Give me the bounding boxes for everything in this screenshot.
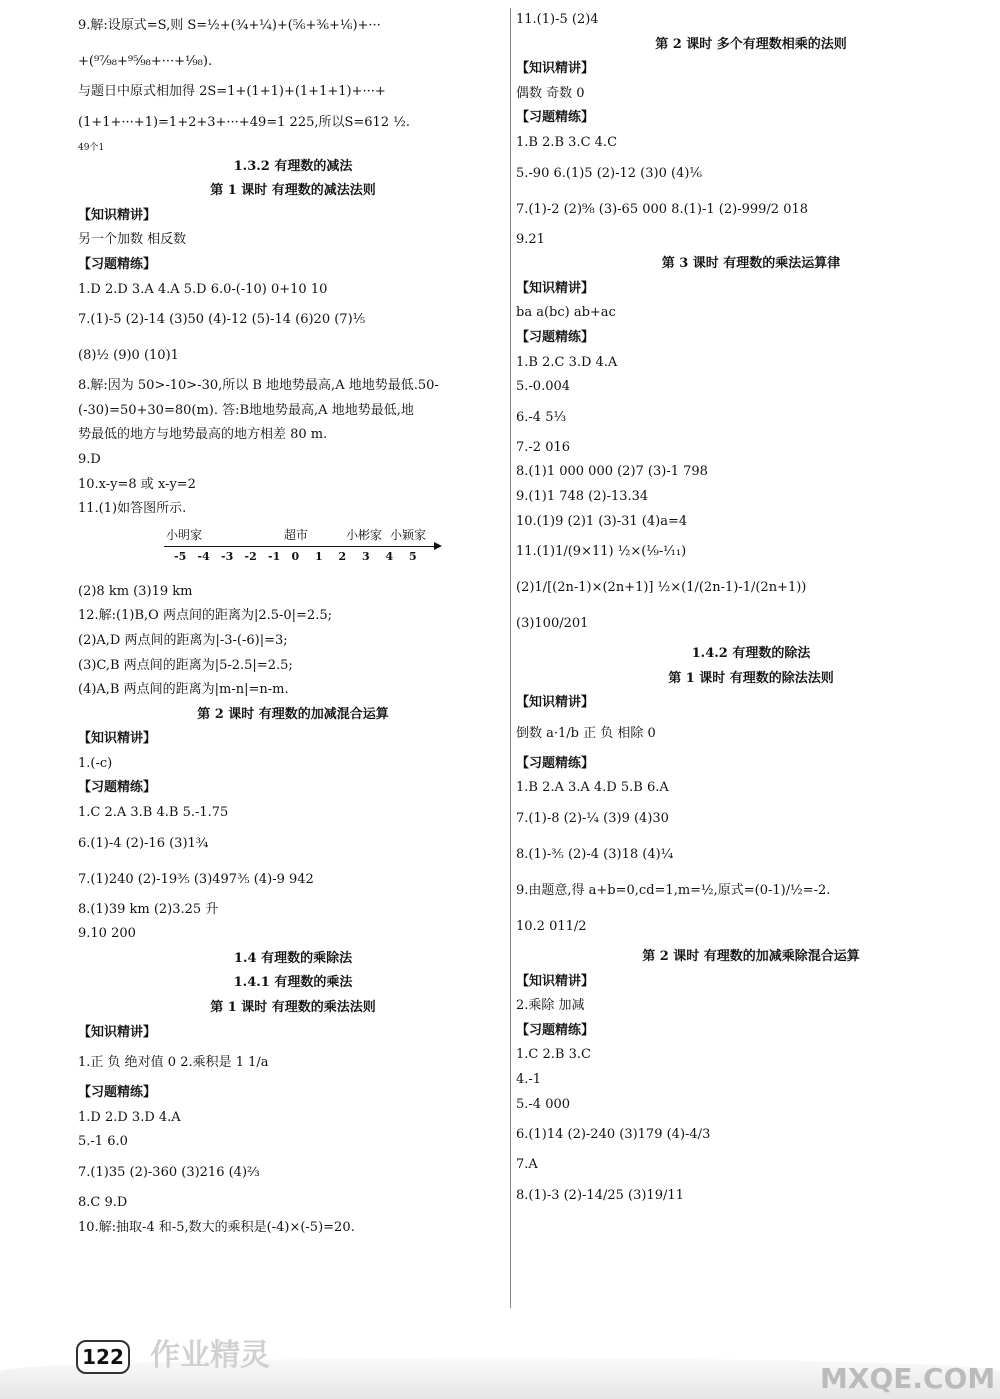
answer-line: 1.(-c) (78, 755, 113, 771)
subsection-label: 【习题精练】 (516, 110, 595, 126)
number-line-tick: 0 (291, 549, 300, 563)
page-number: 122 (76, 1340, 130, 1374)
answer-line: 49个1 (78, 142, 105, 153)
section-heading: 第 2 课时 有理数的加减乘除混合运算 (642, 949, 860, 965)
subsection-label: 【习题精练】 (516, 755, 595, 771)
answer-line: 9.D (78, 451, 101, 467)
answer-line: 9.由题意,得 a+b=0,cd=1,m=½,原式=(0-1)/½=-2. (516, 883, 831, 899)
answer-line: 与题日中原式相加得 2S=1+(1+1)+(1+1+1)+···+ (78, 84, 386, 99)
answer-line: 1.C 2.B 3.C (516, 1047, 591, 1063)
answer-line: 8.(1)39 km (2)3.25 升 (78, 901, 219, 917)
subsection-label: 【知识精讲】 (78, 207, 157, 223)
subsection-label: 【知识精讲】 (516, 973, 595, 989)
answer-line: 1.B 2.B 3.C 4.C (516, 134, 618, 150)
answer-line: (8)½ (9)0 (10)1 (78, 348, 179, 364)
answer-line: 8.(1)-⅗ (2)-4 (3)18 (4)¼ (516, 847, 674, 863)
answer-line: 9.解:设原式=S,则 S=½+(¾+¼)+(⁵⁄₆+³⁄₆+¹⁄₆)+··· (78, 18, 381, 33)
answer-line: (-30)=50+30=80(m). 答:B地地势最高,A 地地势最低,地 (78, 402, 414, 418)
section-heading: 第 3 课时 有理数的乘法运算律 (661, 256, 841, 272)
section-heading: 1.4.2 有理数的除法 (691, 646, 811, 662)
number-line-tick: 3 (362, 549, 370, 563)
section-heading: 1.3.2 有理数的减法 (233, 158, 353, 174)
answer-line: 另一个加数 相反数 (78, 232, 187, 248)
section-heading: 第 1 课时 有理数的除法法则 (668, 670, 834, 686)
answer-line: 7.A (516, 1157, 538, 1173)
section-heading: 第 1 课时 有理数的乘法法则 (210, 1000, 376, 1016)
axis-arrow-icon (434, 542, 442, 550)
brand-watermark: MXQE.COM (820, 1362, 996, 1395)
number-line-tick: -4 (197, 549, 210, 563)
answer-line: 10.(1)9 (2)1 (3)-31 (4)a=4 (516, 513, 688, 529)
number-line-tick: 2 (338, 549, 347, 563)
number-line-tick: -5 (174, 549, 187, 563)
answer-line: (2)1/[(2n-1)×(2n+1)] ½×(1/(2n-1)-1/(2n+1)) (516, 580, 807, 596)
answer-line: +(⁹⁷⁄₉₈+⁹⁵⁄₉₈+···+¹⁄₉₈). (78, 54, 213, 69)
answer-line: 7.(1)-2 (2)⁹⁄₈ (3)-65 000 8.(1)-1 (2)-999/2 018 (516, 201, 809, 217)
subsection-label: 【习题精练】 (78, 780, 157, 796)
answer-line: 5.-0.004 (516, 379, 571, 395)
answer-line: 9.21 (516, 231, 545, 247)
answer-line: 1.B 2.A 3.A 4.D 5.B 6.A (516, 780, 669, 796)
answer-line: 7.(1)240 (2)-19⅗ (3)497⅗ (4)-9 942 (78, 871, 314, 887)
section-heading: 第 1 课时 有理数的减法法则 (210, 183, 376, 199)
subsection-label: 【习题精练】 (516, 329, 595, 345)
answer-line: 8.解:因为 50>-10>-30,所以 B 地地势最高,A 地地势最低.50- (78, 378, 439, 394)
answer-line: 8.C 9.D (78, 1195, 128, 1210)
answer-line: 势最低的地方与地势最高的地方相差 80 m. (78, 427, 328, 443)
answer-line: 5.-90 6.(1)5 (2)-12 (3)0 (4)⅙ (516, 165, 703, 181)
answer-line: 2.乘除 加减 (516, 998, 585, 1014)
section-heading: 1.4.1 有理数的乘法 (233, 975, 353, 991)
number-line-tick: 1 (315, 549, 323, 563)
number-line-tick: -1 (268, 549, 281, 563)
answer-line: 10.2 011/2 (516, 919, 587, 935)
subsection-label: 【知识精讲】 (78, 1024, 157, 1040)
answer-line: 8.(1)-3 (2)-14/25 (3)19/11 (516, 1187, 684, 1203)
answer-line: (4)A,B 两点间的距离为|m-n|=n-m. (78, 682, 289, 698)
answer-line: (3)C,B 两点间的距离为|5-2.5|=2.5; (78, 657, 293, 673)
subsection-label: 【知识精讲】 (78, 731, 157, 747)
answer-line: (2)8 km (3)19 km (78, 583, 193, 599)
answer-line: 11.(1)如答图所示. (78, 501, 187, 517)
answer-line: 1.B 2.C 3.D 4.A (516, 354, 618, 370)
answer-line: (2)A,D 两点间的距离为|-3-(-6)|=3; (78, 632, 288, 648)
number-line-tick: 4 (385, 549, 394, 563)
right-column (516, 8, 986, 1214)
section-heading: 第 2 课时 有理数的加减混合运算 (197, 706, 389, 722)
answer-line: 偶数 奇数 0 (516, 85, 585, 101)
answer-line: 6.-4 5⅓ (516, 409, 567, 425)
answer-line: 7.(1)-5 (2)-14 (3)50 (4)-12 (5)-14 (6)20 (7)⅕ (78, 312, 366, 328)
answer-line: 5.-1 6.0 (78, 1134, 128, 1150)
column-divider (510, 8, 511, 1308)
section-heading: 1.4 有理数的乘除法 (233, 950, 353, 966)
answer-line: 1.D 2.D 3.D 4.A (78, 1109, 181, 1125)
answer-line: 9.(1)1 748 (2)-13.34 (516, 488, 649, 504)
answer-line: 10.x-y=8 或 x-y=2 (78, 476, 196, 492)
number-line-label: 小颖家 (390, 527, 427, 542)
answer-line: 7.(1)35 (2)-360 (3)216 (4)⅔ (78, 1165, 260, 1180)
subsection-label: 【知识精讲】 (516, 280, 595, 296)
number-line-label: 超市 (284, 527, 309, 542)
number-line-label: 小彬家 (346, 527, 383, 542)
subsection-label: 【习题精练】 (78, 1085, 157, 1101)
answer-line: (1+1+···+1)=1+2+3+···+49=1 225,所以S=612 ½. (78, 114, 410, 130)
answer-line: 10.解:抽取-4 和-5,数大的乘积是(-4)×(-5)=20. (78, 1219, 355, 1235)
answer-line: 6.(1)-4 (2)-16 (3)1¾ (78, 835, 209, 851)
number-line-tick: 5 (409, 549, 417, 563)
page-footer (0, 1318, 1000, 1399)
subsection-label: 【习题精练】 (78, 256, 157, 272)
answer-line: (3)100/201 (516, 616, 589, 632)
answer-line: 1.C 2.A 3.B 4.B 5.-1.75 (78, 805, 229, 821)
subsection-label: 【知识精讲】 (516, 695, 595, 711)
answer-line: ba a(bc) ab+ac (516, 305, 616, 321)
number-line-tick: -2 (244, 549, 257, 563)
subsection-label: 【知识精讲】 (516, 61, 595, 77)
left-column (78, 8, 508, 1240)
answer-line: 7.(1)-8 (2)-¼ (3)9 (4)30 (516, 811, 669, 827)
watermark-text: 作业精灵 (150, 1338, 270, 1373)
subsection-label: 【习题精练】 (516, 1022, 595, 1038)
answer-line: 9.10 200 (78, 926, 136, 942)
answer-line: 1.D 2.D 3.A 4.A 5.D 6.0-(-10) 0+10 10 (78, 281, 328, 297)
answer-line: 倒数 a·1/b 正 负 相除 0 (516, 725, 656, 741)
answer-line: 4.-1 (516, 1072, 542, 1088)
answer-line: 1.正 负 绝对值 0 2.乘积是 1 1/a (78, 1055, 269, 1071)
section-heading: 第 2 课时 多个有理数相乘的法则 (655, 36, 847, 52)
answer-line: 7.-2 016 (516, 439, 571, 455)
answer-line: 5.-4 000 (516, 1096, 571, 1112)
number-line-axis (164, 546, 440, 547)
answer-line: 12.解:(1)B,O 两点间的距离为|2.5-0|=2.5; (78, 608, 332, 624)
answer-line: 11.(1)1/(9×11) ½×(⅑-¹⁄₁₁) (516, 544, 687, 560)
answer-line: 8.(1)1 000 000 (2)7 (3)-1 798 (516, 464, 708, 480)
answer-line: 11.(1)-5 (2)4 (516, 12, 599, 27)
number-line-figure (78, 522, 508, 580)
answer-line: 6.(1)14 (2)-240 (3)179 (4)-4/3 (516, 1127, 711, 1143)
number-line-tick: -3 (221, 549, 234, 563)
number-line-label: 小明家 (166, 527, 203, 542)
